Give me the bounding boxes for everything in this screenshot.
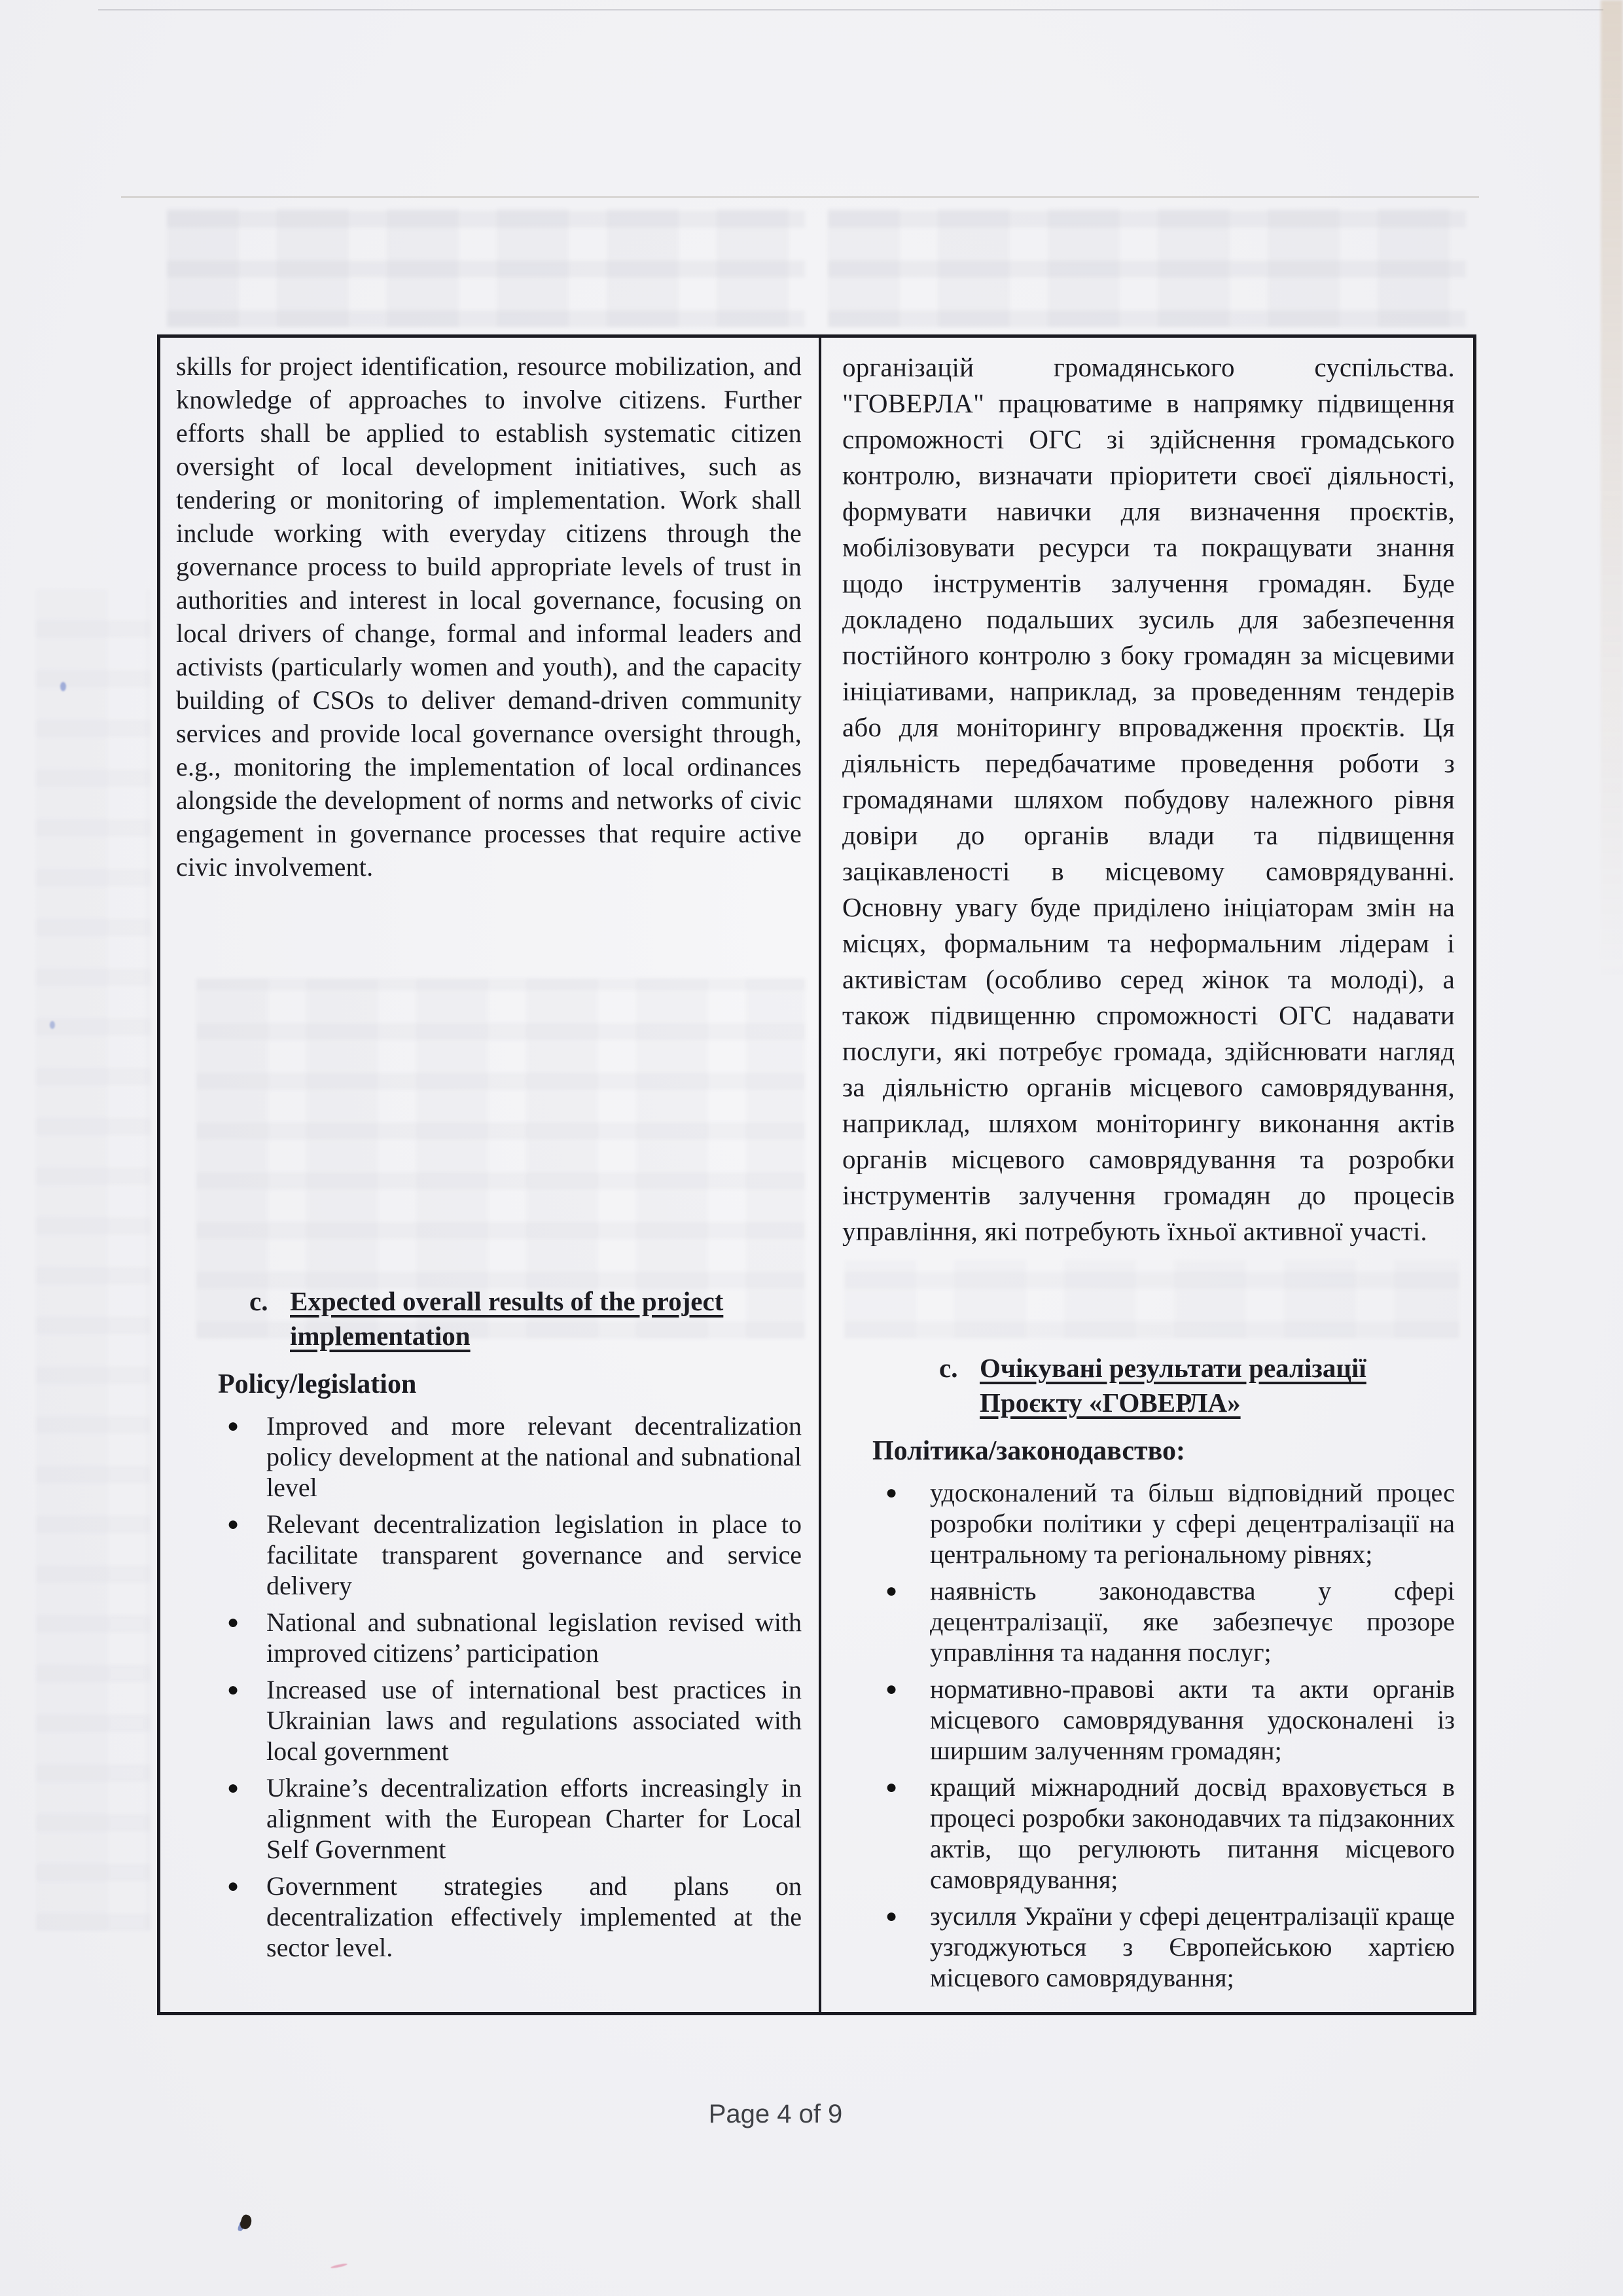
section-title: Очікувані результати реалізації Проєкту «ГОВЕРЛА» xyxy=(980,1353,1366,1418)
bullet-icon: ● xyxy=(227,1415,240,1437)
document-table xyxy=(157,334,1476,2015)
list-item-text: зусилля України у сфері децентралізації краще узгоджуються з Європейською хартією місцевого самоврядування; xyxy=(930,1901,1455,1992)
list-item xyxy=(176,1871,802,1963)
body-paragraph-ukrainian: організацій громадянського суспільства. "ГОВЕРЛА" працюватиме в напрямку підвищення спроможності ОГС зі здійснення громадського контролю, визначати пріоритети своєї діяльності, формувати навички для визначення проєктів, мобілізовувати ресурси та покращувати знання щодо інструментів залучення громадян. Буде докладено подальших зусиль для забезпечення постійного контролю з боку громадян за місцевими ініціативами, наприклад, за проведенням тендерів або для моніторингу впровадження проєктів. Ця діяльність передбачатиме проведення роботи з громадянами шляхом побудову належного рівня довіри до органів влади та підвищення зацікавленості в місцевому самоврядуванні. Основну увагу буде приділено ініціаторам змін на місцях, формальним та неформальним лідерам і активістам (особливо серед жінок та молоді), а також підвищенню спроможності ОГС надавати послуги, які потребує громада, здійснювати нагляд за діяльністю органів місцевого самоврядування, наприклад, шляхом моніторингу виконання актів органів місцевого самоврядування та розробки інструментів залучення громадян до процесів управління, які потребують їхньої активної участі. xyxy=(842,352,1455,1246)
list-item xyxy=(842,1477,1455,1570)
body-paragraph-english: skills for project identification, resource mobilization, and knowledge of approaches to involve citizens. Further efforts shall be applied to establish systematic citizen oversight of local development initiatives, such as tendering or monitoring of implementation. Work shall include working with everyday citizens through the governance process to build appropriate levels of trust in authorities and interest in local governance, focusing on local drivers of change, formal and informal leaders and activists (particularly women and youth), and the capacity building of CSOs to deliver demand-driven community services and provide local governance oversight through, e.g., monitoring the implementation of local ordinances alongside the development of norms and networks of civic engagement in governance processes that require active civic involvement. xyxy=(176,351,802,882)
bullet-icon: ● xyxy=(885,1678,898,1700)
bullet-icon: ● xyxy=(227,1679,240,1700)
bleedthrough-table-line xyxy=(121,196,1479,198)
pink-ink-speck xyxy=(330,2263,348,2269)
subsection-heading-english: Policy/legislation xyxy=(218,1369,417,1399)
list-item xyxy=(842,1901,1455,1993)
list-item xyxy=(176,1509,802,1601)
list-item xyxy=(842,1575,1455,1668)
bullet-icon: ● xyxy=(227,1875,240,1897)
bleedthrough-artifact xyxy=(36,589,151,1931)
section-marker: c. xyxy=(249,1286,268,1316)
list-item-text: Improved and more relevant decentralization policy development at the national and subnational level xyxy=(266,1411,802,1502)
list-item-text: Government strategies and plans on decentralization effectively implemented at the sector level. xyxy=(266,1871,802,1962)
english-column-cell xyxy=(160,338,819,2012)
bullet-icon: ● xyxy=(885,1905,898,1927)
bullet-icon: ● xyxy=(227,1611,240,1633)
bullet-icon: ● xyxy=(885,1482,898,1503)
bullet-icon: ● xyxy=(227,1513,240,1535)
list-item-text: National and subnational legislation revised with improved citizens’ participation xyxy=(266,1607,802,1668)
list-item-text: Ukraine’s decentralization efforts increasingly in alignment with the European Charter for Local Self Government xyxy=(266,1773,802,1864)
bleedthrough-artifact xyxy=(828,208,1466,327)
list-item-text: Relevant decentralization legislation in place to facilitate transparent governance and service delivery xyxy=(266,1509,802,1600)
bullet-icon: ● xyxy=(885,1776,898,1798)
section-heading-english xyxy=(249,1284,802,1354)
list-item-text: удосконалений та більш відповідний процес розробки політики у сфері децентралізації на центральному та регіональному рівнях; xyxy=(930,1478,1455,1569)
subsection-heading-ukrainian: Політика/законодавство: xyxy=(872,1436,1186,1466)
bullet-icon: ● xyxy=(227,1777,240,1799)
section-title: Expected overall results of the project implementation xyxy=(290,1286,724,1351)
list-item-text: нормативно-правові акти та акти органів місцевого самоврядування удосконалені із ширшим залученням громадян; xyxy=(930,1674,1455,1765)
bullet-icon: ● xyxy=(885,1580,898,1602)
ink-speck xyxy=(239,2214,253,2231)
list-item xyxy=(176,1674,802,1767)
bleedthrough-artifact xyxy=(167,208,805,327)
section-heading-ukrainian xyxy=(939,1351,1455,1420)
blue-ink-speck xyxy=(50,1021,55,1029)
list-item-text: кращий міжнародний досвід враховується в процесі розробки законодавчих та підзаконних актів, що регулюють питання місцевого самоврядування; xyxy=(930,1772,1455,1894)
list-item xyxy=(842,1674,1455,1766)
results-list-english xyxy=(176,1410,802,1963)
list-item xyxy=(842,1772,1455,1895)
results-list-ukrainian xyxy=(842,1477,1455,1993)
page-footer: Page 4 of 9 xyxy=(708,2100,843,2128)
section-marker: c. xyxy=(939,1353,958,1383)
list-item-text: наявність законодавства у сфері децентралізації, яке забезпечує прозоре управління та надання послуг; xyxy=(930,1576,1455,1667)
blue-ink-speck xyxy=(60,682,66,691)
list-item xyxy=(176,1410,802,1503)
list-item xyxy=(176,1607,802,1668)
list-item-text: Increased use of international best practices in Ukrainian laws and regulations associated with local government xyxy=(266,1675,802,1766)
scan-edge-line xyxy=(98,9,1603,10)
scan-edge-strip xyxy=(1601,0,1623,982)
ukrainian-column-cell xyxy=(819,338,1473,2012)
list-item xyxy=(176,1772,802,1865)
